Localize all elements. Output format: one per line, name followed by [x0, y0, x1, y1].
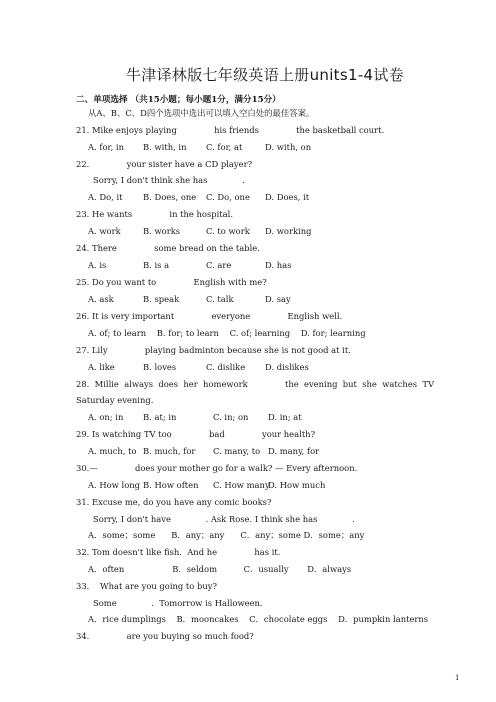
question-28: 28. Millie always does her homework the evening but she watches TV [76, 379, 435, 389]
question-25: 25. Do you want to English with me? [76, 277, 267, 287]
question-21: 21. Mike enjoys playing his friends the basketball court. [76, 125, 385, 135]
page-title: 牛津译林版七年级英语上册units1-4试卷 [126, 66, 404, 84]
option-b: B. at; in [143, 412, 177, 422]
option-c: C. dislike [206, 362, 246, 372]
option-d: D. has [265, 260, 292, 270]
question-31: 31. Excuse me, do you have any comic books? [76, 497, 272, 507]
option-d: D. with, on [265, 142, 312, 152]
option-d: D. in; at [268, 412, 302, 422]
option-a: A. much, to [88, 446, 137, 456]
option-a: A. ask [88, 294, 114, 304]
question-28-continued: Saturday evening. [76, 395, 154, 405]
option-c: C. talk [206, 294, 234, 304]
option-d: D. dislikes [265, 362, 309, 372]
option-d: D. working [265, 226, 312, 236]
instruction-text: 从A、B、C、D四个选项中选出可以填入空白处的最佳答案。 [88, 108, 315, 118]
option-a: A. is [88, 260, 107, 270]
question-32-options: A．often B．seldom C．usually D．always [88, 564, 352, 574]
option-c: C. to work [206, 226, 250, 236]
question-23: 23. He wants in the hospital. [76, 209, 233, 219]
option-a: A. for, in [88, 142, 124, 152]
option-c: C. many, to [213, 446, 261, 456]
question-32: 32. Tom doesn't like fish. And he has it. [76, 547, 281, 557]
option-c: C. Do, one [206, 192, 250, 202]
option-a: A. on; in [88, 412, 124, 422]
option-d: D. say [265, 294, 291, 304]
option-a: A. like [88, 362, 115, 372]
question-26: 26. It is very important everyone English well. [76, 311, 343, 321]
question-31-reply: Sorry, I don't have . Ask Rose. I think she has . [93, 514, 355, 524]
question-34: 34. are you buying so much food? [76, 631, 254, 641]
question-31-options: A．some；some B．any；any C．any；some D．some；any [88, 530, 365, 540]
question-27: 27. Lily playing badminton because she is not good at it. [76, 345, 351, 355]
question-29: 29. Is watching TV too bad your health? [76, 429, 316, 439]
question-30: 30.— does your mother go for a walk? — Every afternoon. [76, 463, 358, 473]
option-b: B. much, for [143, 446, 196, 456]
question-22: 22. your sister have a CD player? [76, 159, 253, 169]
option-b: B. is a [143, 260, 170, 270]
question-33: 33. What are you going to buy? [76, 581, 217, 591]
question-33-options: A．rice dumplings B．mooncakes C．chocolate eggs D．pumpkin lanterns [88, 614, 429, 624]
option-a: A. work [88, 226, 121, 236]
page-number: 1 [455, 674, 460, 682]
question-26-options: A. of; to learn B. for; to learn C. of; learning D. for; learning [88, 328, 366, 338]
option-c: C. How many [213, 480, 270, 490]
question-24: 24. There some bread on the table. [76, 243, 260, 253]
option-c: C. for, at [206, 142, 243, 152]
option-b: B. How often [143, 480, 199, 490]
option-c: C. are [206, 260, 232, 270]
option-b: B. Does, one [143, 192, 197, 202]
option-b: B. with, in [143, 142, 187, 152]
question-22-reply: Sorry, I don't think she has . [93, 175, 245, 185]
option-d: D. How much [268, 480, 326, 490]
option-d: D. many, for [268, 446, 320, 456]
option-c: C. in; on [213, 412, 249, 422]
question-33-reply: Some . Tomorrow is Halloween. [93, 598, 263, 608]
option-b: B. loves [143, 362, 177, 372]
option-d: D. Does, it [265, 192, 310, 202]
option-b: B. speak [143, 294, 180, 304]
option-a: A. How long [88, 480, 141, 490]
option-a: A. Do, it [88, 192, 123, 202]
option-b: B. works [143, 226, 181, 236]
section-heading: 二、单项选择 （共15小题；每小题1分，满分15分） [76, 95, 281, 105]
